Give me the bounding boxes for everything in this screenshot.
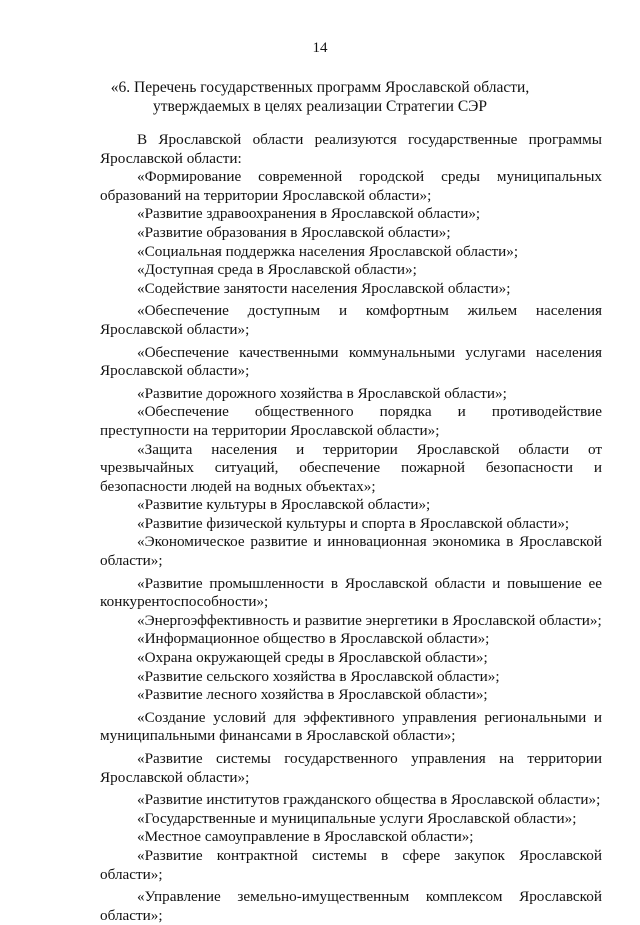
program-item: «Развитие системы государственного управления на территории Ярославской области»; — [100, 750, 602, 786]
program-item: «Социальная поддержка населения Ярославской области»; — [137, 242, 519, 260]
program-item: «Местное самоуправление в Ярославской области»; — [137, 828, 474, 846]
program-item: «Обеспечение доступным и комфортным жильем населения Ярославской области»; — [100, 302, 602, 338]
program-item: «Содействие занятости населения Ярославской области»; — [137, 279, 511, 297]
program-item: «Информационное общество в Ярославской области»; — [137, 630, 490, 648]
program-item: «Развитие промышленности в Ярославской области и повышение ее конкурентоспособности»; — [100, 574, 602, 611]
program-item: «Развитие дорожного хозяйства в Ярославской области»; — [137, 384, 507, 402]
program-item: «Создание условий для эффективного управления региональными и муниципальными финансами в Ярославской области»; — [100, 708, 602, 745]
program-item: «Управление земельно-имущественным комплексом Ярославской области»; — [100, 888, 602, 924]
program-item: «Развитие физической культуры и спорта в Ярославской области»; — [137, 514, 570, 532]
program-item: «Обеспечение качественными коммунальными услугами населения Ярославской области»; — [100, 343, 602, 380]
program-item: «Развитие образования в Ярославской области»; — [137, 223, 451, 241]
program-item: «Обеспечение общественного порядка и противодействие преступности на территории Ярославской области»; — [100, 403, 602, 439]
program-item: «Доступная среда в Ярославской области»; — [137, 261, 417, 279]
program-item: «Энергоэффективность и развитие энергетики в Ярославской области»; — [137, 611, 602, 629]
program-item: «Развитие культуры в Ярославской области»; — [137, 496, 431, 514]
section-heading — [60, 78, 580, 116]
program-item: «Развитие здравоохранения в Ярославской области»; — [137, 205, 481, 223]
section-heading-line-1: «6. Перечень государственных программ Ярославской области, — [110, 79, 530, 96]
section-heading-line-2: утверждаемых в целях реализации Стратегии СЭР — [152, 98, 488, 115]
program-item: «Охрана окружающей среды в Ярославской области»; — [137, 649, 488, 667]
program-item: «Формирование современной городской среды муниципальных образований на территории Ярославской области»; — [100, 168, 602, 204]
page-number: 14 — [312, 40, 328, 56]
intro-paragraph: В Ярославской области реализуются государственные программы Ярославской области: — [100, 131, 602, 167]
program-item: «Экономическое развитие и инновационная экономика в Ярославской области»; — [100, 533, 602, 570]
program-item: «Развитие лесного хозяйства в Ярославской области»; — [137, 686, 488, 704]
program-item: «Развитие институтов гражданского общества в Ярославской области»; — [137, 791, 601, 809]
program-item: «Государственные и муниципальные услуги Ярославской области»; — [137, 809, 577, 827]
program-item: «Развитие контрактной системы в сфере закупок Ярославской области»; — [100, 846, 602, 883]
program-item: «Развитие сельского хозяйства в Ярославской области»; — [137, 667, 500, 685]
program-item: «Защита населения и территории Ярославской области от чрезвычайных ситуаций, обеспечение пожарной безопасности и безопасности людей на водных объектах»; — [100, 440, 602, 495]
program-list — [100, 131, 602, 925]
